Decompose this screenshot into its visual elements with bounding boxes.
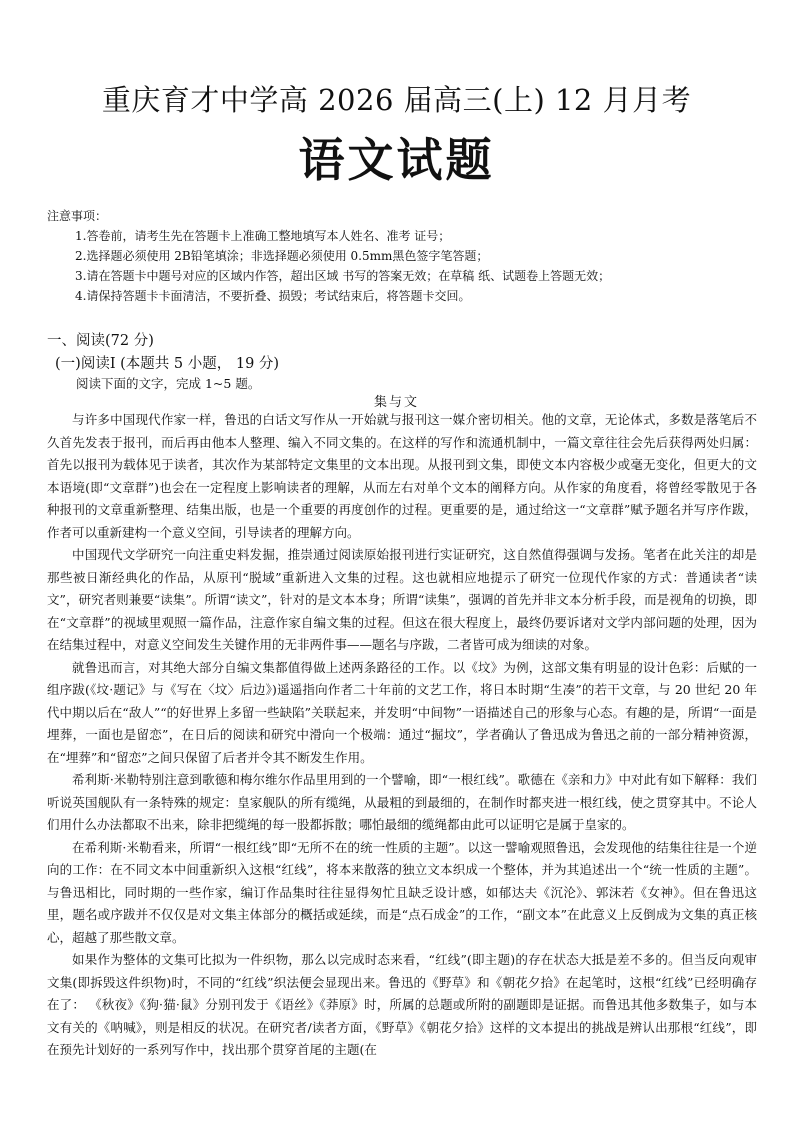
part-heading: 一、阅读(72 分) (47, 333, 154, 349)
subject-title: 语文试题 (298, 133, 495, 187)
notice-item: 2.选择题必须使用 2B铅笔填涂；非选择题必须使用 0.5mm黑色签字笔答题； (75, 249, 489, 263)
exam-title: 重庆育才中学高 2026 届高三(上) 12 月月考 (101, 83, 692, 117)
article-paragraph: 希利斯·米勒特别注意到歌德和梅尔维尔作品里用到的一个譬喻，即“一根红线”。歌德在《亲和力》中对此有如下解释：我们听说英国舰队有一条特殊的规定：皇家舰队的所有缆绳，从最粗的到最细的，在制作时都夹进一根红线，使之贯穿其中。不论人们用什么办法都取不出来，除非把缆绳的每一股都拆散；哪怕最细的缆绳都由此可以证明它是属于皇家的。 (47, 772, 757, 832)
notice-item: 3.请在答题卡中题号对应的区域内作答，超出区域 书写的答案无效；在草稿 纸、试题卷上答题无效； (75, 269, 611, 283)
article-paragraph: 在希利斯·米勒看来，所谓“一根红线”即“无所不在的统一性质的主题”。以这一譬喻观照鲁迅，会发现他的结集往往是一个逆向的工作：在不同文本中间重新织入这根“红线”，将本来散落的独立文本织成一个整体，并为其追述出一个“统一性质的主题”。与鲁迅相比，同时期的一些作家，编订作品集时往往显得匆忙且缺乏设计感，如郁达夫《沉沦》、郭沫若《女神》。但在鲁迅这里，题名或序跋并不仅仅是对文集主体部分的概括或延续，而是“点石成金”的工作，“副文本”在此意义上反倒成为文集的真正核心，超越了那些散文章。 (47, 839, 757, 945)
article-title: 集与文 (373, 395, 419, 410)
reading-instruction: 阅读下面的文字，完成 1~5 题。 (76, 376, 261, 391)
article-paragraph: 如果作为整体的文集可比拟为一件织物，那么以完成时态来看，“红线”(即主题)的存在状态大抵是差不多的。但当反向观审文集(即拆毁这件织物)时，不同的“红线”织法便会显现出来。鲁迅的《野草》和《朝花夕拾》在起笔时，这根“红线”已经明确存在了： 《秋夜》《狗·猫·鼠》分别刊发于《语丝》《莽原》时，所属的总题或所附的副题即是证据。而鲁迅其他多数集子，如与本文有关的《呐喊》，则是相反的状况。在研究者/读者方面，《野草》《朝花夕拾》这样的文本提出的挑战是辨认出那根“红线”，即在预先计划好的一系列写作中，找出那个贯穿首尾的主题(在 (47, 952, 757, 1057)
article-paragraph: 就鲁迅而言，对其绝大部分自编文集都值得做上述两条路径的工作。以《坟》为例，这部文集有明显的设计色彩：后赋的一组序跋(《坟·题记》与《写在〈坟〉后边》)遥遥指向作者二十年前的文艺工作，将日本时期“生凑”的若干文章，与 20 世纪 20 年代中期以后在“敌人”“的好世界上多留一些缺陷”关联起来，并发明“中间物”一语描述自己的形象与心态。有趣的是，所谓“一面是埋葬，一面也是留恋”，在日后的阅读和研究中滑向一个极端：通过“掘坟”，学者确认了鲁迅成为鲁迅之前的一部分精神资源，在“埋葬”和“留恋”之间只保留了后者并令其不断发生作用。 (47, 659, 757, 765)
sub-heading: (一)阅读Ⅰ (本题共 5 小题， 19 分) (55, 356, 280, 372)
notice-block (47, 206, 767, 306)
article-paragraph: 中国现代文学研究一向注重史料发掘，推崇通过阅读原始报刊进行实证研究，这自然值得强调与发扬。笔者在此关注的却是那些被日渐经典化的作品，从原刊“脱域”重新进入文集的过程。这也就相应地提示了研究一位现代作家的方式：普通读者“读文”，研究者则兼要“读集”。所谓“读文”，针对的是文本本身；所谓“读集”，强调的首先并非文本分析手段，而是视角的切换，即在“文章群”的视域里观照一篇作品，注意作家自编文集的过程。但这在很大程度上，最终仍要诉诸对文学内部问题的处理，因为在结集过程中，对意义空间发生关键作用的无非两件事——题名与序跋，二者皆可成为细读的对象。 (47, 547, 757, 652)
notice-title: 注意事项： (47, 209, 108, 223)
notice-item: 4.请保持答题卡卡面清洁，不要折叠、损毁；考试结束后，将答题卡交回。 (75, 289, 471, 303)
notice-item: 1.答卷前，请考生先在答题卡上准确工整地填写本人姓名、准考 证号； (75, 229, 451, 243)
article-paragraph: 与许多中国现代作家一样，鲁迅的白话文写作从一开始就与报刊这一媒介密切相关。他的文章，无论体式，多数是落笔后不久首先发表于报刊，而后再由他本人整理、编入不同文集的。在这样的写作和流通机制中，一篇文章往往会先后获得两处归属：首先以报刊为载体见于读者，其次作为某部特定文集里的文本出现。从报刊到文集，即使文本内容极少或毫无变化，但更大的文本语境(即“文章群”)也会在一定程度上影响读者的理解，从而左右对单个文本的阐释方向。从作家的角度看，将曾经零散见于各种报刊的文章重新整理、结集出版，也是一个重要的再度创作的过程。更重要的是，通过给这一“文章群”赋予题名并写序作跋，作者可以重新建构一个意义空间，引导读者的理解方向。 (47, 412, 757, 540)
article-body (47, 409, 757, 1062)
